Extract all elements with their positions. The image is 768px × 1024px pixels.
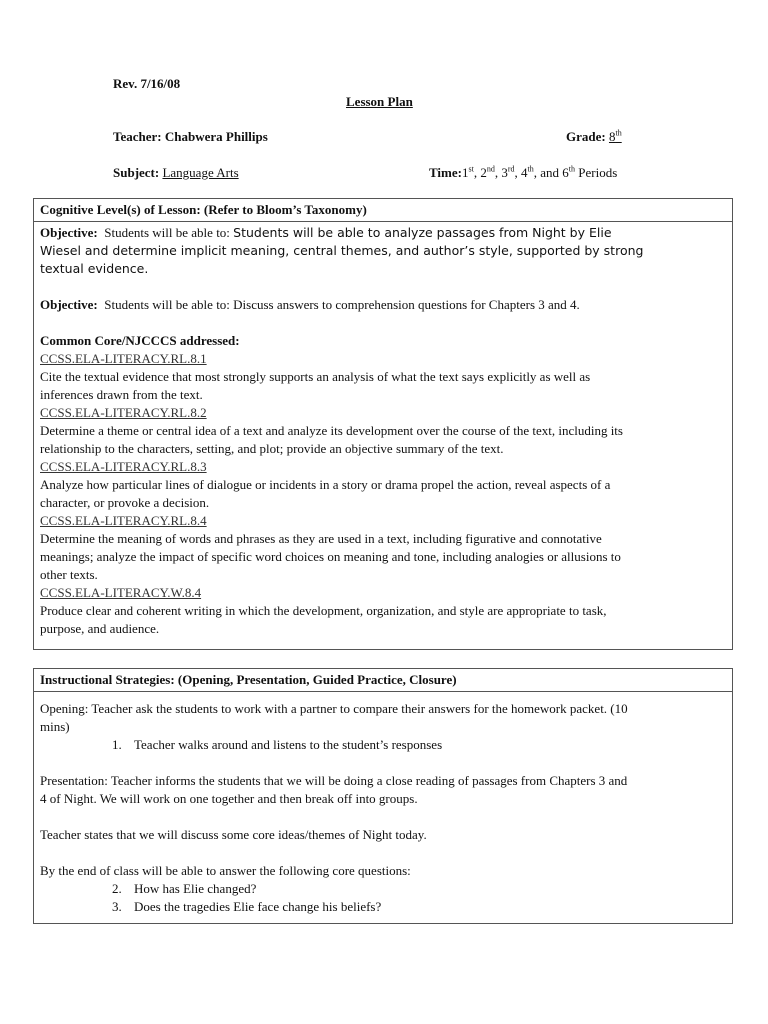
standard-link[interactable]: CCSS.ELA-LITERACY.RL.8.2 bbox=[40, 405, 207, 420]
opening-text-cont: mins) bbox=[40, 719, 70, 734]
instructional-heading: Instructional Strategies: (Opening, Presentation, Guided Practice, Closure) bbox=[34, 669, 732, 692]
list-text: Teacher walks around and listens to the student’s responses bbox=[134, 737, 443, 752]
list-number: 3. bbox=[112, 899, 122, 914]
standard-item bbox=[40, 584, 726, 638]
time-sup: st bbox=[468, 164, 474, 174]
standard-item bbox=[40, 458, 726, 512]
objective-1-text: Students will be able to analyze passages from Night by Elie bbox=[233, 225, 612, 240]
list-text: How has Elie changed? bbox=[134, 881, 257, 896]
standard-text: purpose, and audience. bbox=[40, 621, 160, 636]
standard-link[interactable]: CCSS.ELA-LITERACY.W.8.4 bbox=[40, 585, 202, 600]
standard-link[interactable]: CCSS.ELA-LITERACY.RL.8.4 bbox=[40, 513, 207, 528]
opening-list-item bbox=[40, 736, 726, 754]
common-core-heading: Common Core/NJCCCS addressed: bbox=[40, 333, 240, 348]
cognitive-heading: Cognitive Level(s) of Lesson: (Refer to Bloom’s Taxonomy) bbox=[34, 199, 732, 222]
time-label: Time: bbox=[429, 165, 462, 180]
time-part: , 3 bbox=[494, 165, 508, 180]
subject-row bbox=[113, 165, 239, 181]
subject-value: Language Arts bbox=[162, 165, 239, 180]
teacher-label: Teacher: bbox=[113, 129, 162, 144]
standard-item bbox=[40, 512, 726, 584]
question-item bbox=[40, 898, 726, 916]
standard-text: relationship to the characters, setting, and plot; provide an objective summary of the text. bbox=[40, 441, 504, 456]
page-title: Lesson Plan bbox=[346, 94, 413, 109]
standard-text: Determine the meaning of words and phrases as they are used in a text, including figurative and connotative bbox=[40, 531, 602, 546]
instructional-strategies-section bbox=[33, 668, 733, 924]
time-part: , 4 bbox=[514, 165, 528, 180]
subject-label: Subject: bbox=[113, 165, 160, 180]
presentation-text: Presentation: Teacher informs the students that we will be doing a close reading of passages from Chapters 3 and bbox=[40, 773, 628, 788]
grade-label: Grade: bbox=[566, 129, 606, 144]
presentation-text-cont: 4 of Night. We will work on one together and then break off into groups. bbox=[40, 791, 418, 806]
standard-link[interactable]: CCSS.ELA-LITERACY.RL.8.1 bbox=[40, 351, 207, 366]
time-part: , 2 bbox=[473, 165, 487, 180]
objective-1-text-cont: textual evidence. bbox=[40, 261, 149, 276]
grade-number: 8 bbox=[608, 129, 616, 144]
objective-1-lead: Students will be able to: bbox=[104, 225, 234, 240]
standard-text: Analyze how particular lines of dialogue or incidents in a story or drama propel the action, reveal aspects of a bbox=[40, 477, 611, 492]
time-sup: th bbox=[527, 164, 534, 174]
time-part: , and 6 bbox=[533, 165, 569, 180]
teacher-row bbox=[113, 129, 268, 145]
core-questions-intro: By the end of class will be able to answer the following core questions: bbox=[40, 863, 411, 878]
list-text: Does the tragedies Elie face change his beliefs? bbox=[134, 899, 382, 914]
standard-link[interactable]: CCSS.ELA-LITERACY.RL.8.3 bbox=[40, 459, 207, 474]
cognitive-level-section bbox=[33, 198, 733, 650]
time-part: Periods bbox=[575, 165, 618, 180]
standard-item bbox=[40, 350, 726, 404]
time-part: 1 bbox=[461, 165, 469, 180]
standard-text: Determine a theme or central idea of a text and analyze its development over the course of the text, including its bbox=[40, 423, 623, 438]
objective-2-line bbox=[40, 296, 726, 314]
time-sup: nd bbox=[486, 164, 495, 174]
list-number: 2. bbox=[112, 881, 122, 896]
grade-value bbox=[609, 129, 622, 144]
time-row bbox=[429, 165, 617, 181]
objective-1-text-cont: Wiesel and determine implicit meaning, central themes, and author’s style, supported by strong bbox=[40, 243, 644, 258]
objective-1-line bbox=[40, 224, 726, 242]
standard-item bbox=[40, 404, 726, 458]
standard-text: other texts. bbox=[40, 567, 98, 582]
standard-text: character, or provoke a decision. bbox=[40, 495, 210, 510]
grade-row bbox=[566, 129, 622, 145]
objective-2-label: Objective: bbox=[40, 297, 98, 312]
objective-1-label: Objective: bbox=[40, 225, 98, 240]
time-sup: th bbox=[568, 164, 575, 174]
cognitive-body bbox=[34, 224, 732, 638]
instructional-body bbox=[34, 692, 732, 916]
standard-text: meanings; analyze the impact of specific word choices on meaning and tone, including analogies or allusions to bbox=[40, 549, 621, 564]
teacher-name: Chabwera Phillips bbox=[164, 129, 268, 144]
standard-text: inferences drawn from the text. bbox=[40, 387, 203, 402]
revision-date: Rev. 7/16/08 bbox=[113, 76, 181, 91]
time-sup: rd bbox=[507, 164, 515, 174]
objective-2-text: Students will be able to: Discuss answers to comprehension questions for Chapters 3 and 4. bbox=[104, 297, 580, 312]
standard-text: Produce clear and coherent writing in which the development, organization, and style are appropriate to task, bbox=[40, 603, 607, 618]
list-number: 1. bbox=[112, 737, 122, 752]
standard-text: Cite the textual evidence that most strongly supports an analysis of what the text says explicitly as well as bbox=[40, 369, 591, 384]
question-item bbox=[40, 880, 726, 898]
opening-text: Opening: Teacher ask the students to work with a partner to compare their answers for the homework packet. (10 bbox=[40, 701, 628, 716]
grade-suffix: th bbox=[615, 128, 622, 138]
discuss-text: Teacher states that we will discuss some core ideas/themes of Night today. bbox=[40, 827, 427, 842]
